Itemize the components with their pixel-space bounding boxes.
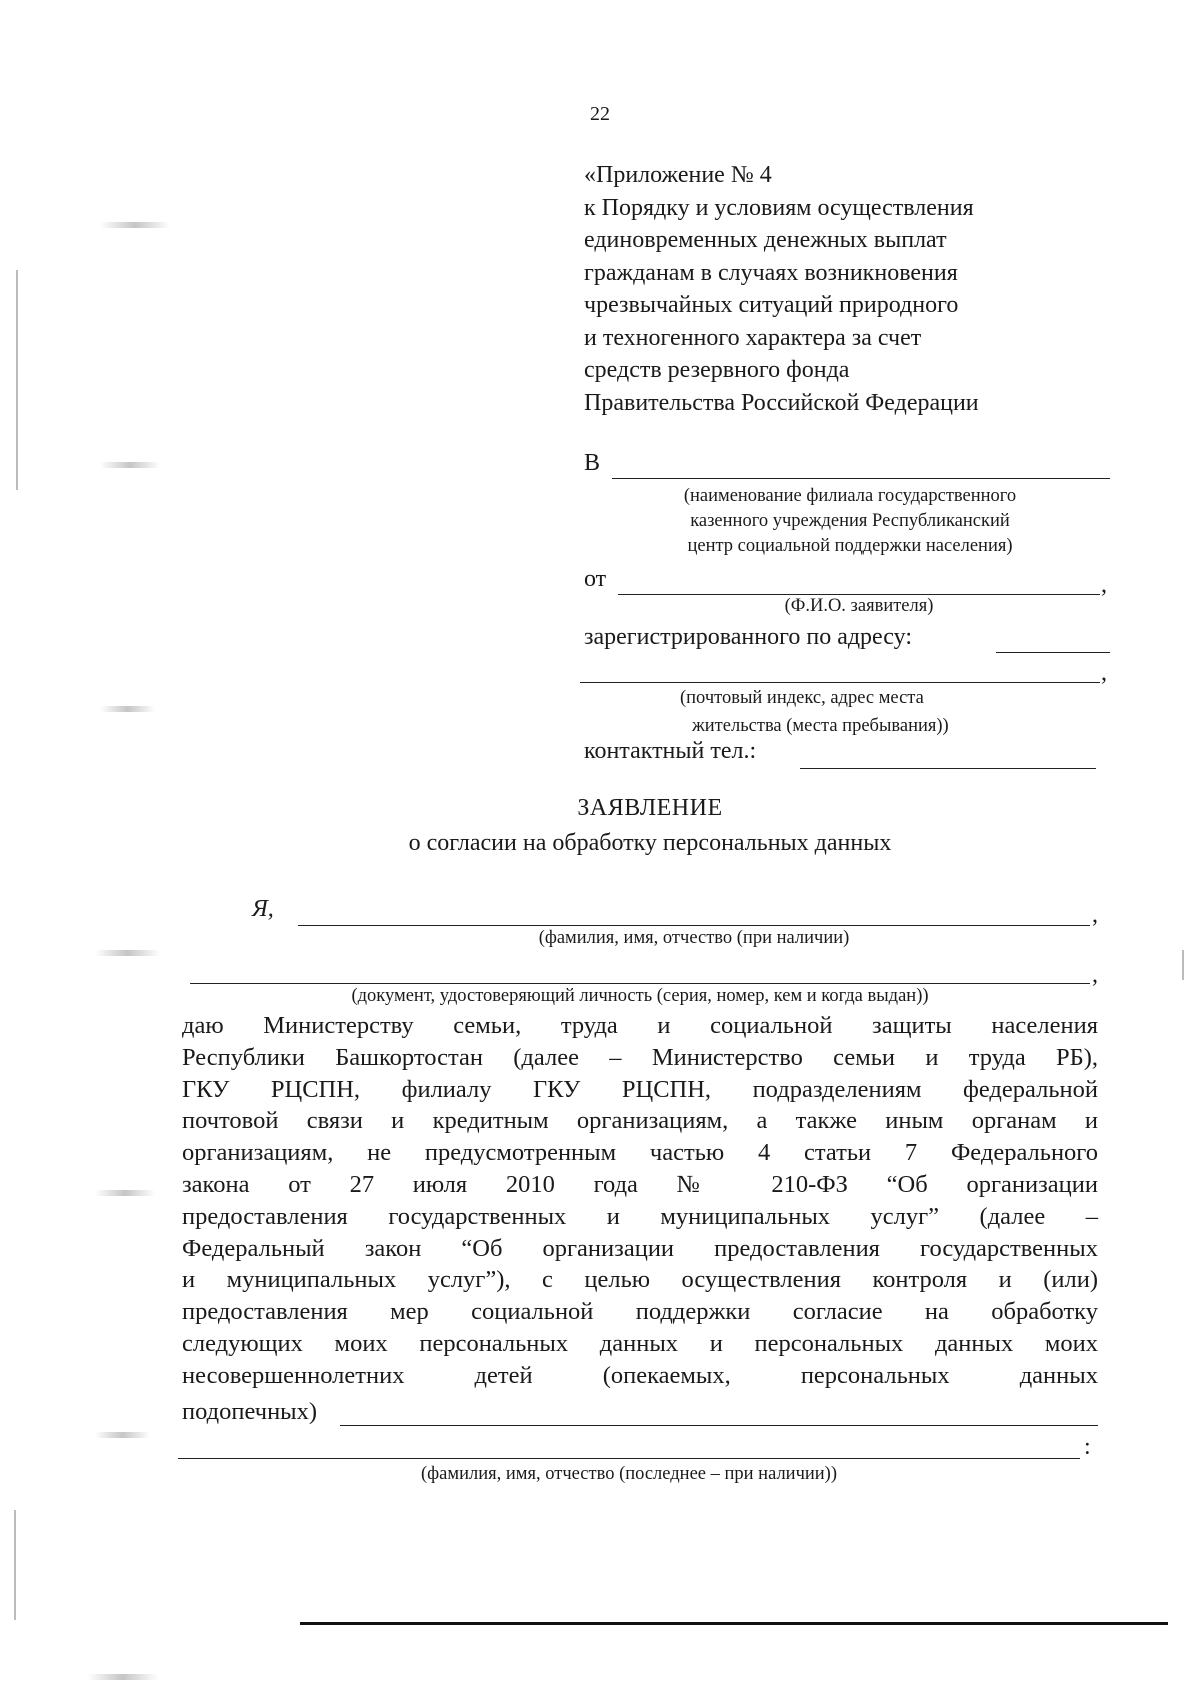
wards-field-line-1[interactable]: [340, 1425, 1098, 1426]
body-line: предоставления государственных и муниципальных услуг” (далее –: [182, 1202, 1098, 1230]
body-line: организациям, не предусмотренным частью 4 статьи 7 Федерального: [182, 1139, 1098, 1167]
body-line: предоставления мер социальной поддержки согласие на обработку: [182, 1298, 1098, 1326]
address-field-line-2[interactable]: [580, 682, 1100, 683]
body-line: следующих моих персональных данных и персональных данных моих: [182, 1329, 1098, 1357]
address-field-line-1[interactable]: [996, 652, 1110, 653]
wards-label: подопечных): [182, 1398, 318, 1425]
statement-title: ЗАЯВЛЕНИЕ: [577, 795, 723, 821]
body-line: почтовой связи и кредитным организациям, а также иным органам и: [182, 1107, 1098, 1135]
from-field-line[interactable]: [618, 594, 1100, 595]
from-caption: (Ф.И.О. заявителя): [784, 596, 934, 616]
phone-label: контактный тел.:: [584, 738, 757, 764]
wards-caption: (фамилия, имя, отчество (последнее – при наличии)): [421, 1464, 837, 1484]
to-caption-line: (наименование филиала государственного: [683, 486, 1017, 506]
address-caption-line: жительства (места пребывания)): [692, 716, 949, 736]
annex-line: гражданам в случаях возникновения: [584, 259, 958, 286]
annex-heading: [584, 159, 979, 419]
scan-artifact: [100, 222, 170, 228]
scan-edge: [14, 1510, 16, 1620]
phone-field-line[interactable]: [800, 768, 1096, 769]
page-number: 22: [590, 103, 610, 125]
to-caption: [590, 484, 1110, 559]
annex-line: Правительства Российской Федерации: [584, 389, 979, 416]
document-comma: ,: [1092, 962, 1098, 988]
wards-colon: :: [1084, 1434, 1091, 1460]
annex-line: чрезвычайных ситуаций природного: [584, 292, 959, 318]
scan-artifact: [88, 1674, 158, 1680]
from-comma: ,: [1101, 572, 1107, 598]
name-comma: ,: [1092, 902, 1098, 928]
wards-field-line-2[interactable]: [178, 1458, 1080, 1459]
consent-body: [182, 1010, 1098, 1392]
address-caption: [680, 684, 1020, 740]
registered-label: зарегистрированного по адресу:: [584, 624, 912, 650]
body-line: и муниципальных услуг”), с целью осуществления контроля и (или): [182, 1266, 1098, 1294]
to-field-line[interactable]: [612, 478, 1110, 479]
annex-line: к Порядку и условиям осуществления: [584, 194, 974, 221]
document-caption: (документ, удостоверяющий личность (серия, номер, кем и когда выдан)): [351, 986, 929, 1006]
i-label: Я,: [252, 896, 274, 922]
body-line: ГКУ РЦСПН, филиалу ГКУ РЦСПН, подразделениям федеральной: [182, 1075, 1098, 1103]
to-caption-line: центр социальной поддержки населения): [687, 536, 1013, 556]
scan-edge: [16, 270, 18, 490]
bottom-rule: [300, 1622, 1168, 1625]
name-field-line[interactable]: [298, 925, 1090, 926]
from-label: от: [584, 566, 607, 592]
scan-edge: [1182, 950, 1184, 980]
to-caption-line: казенного учреждения Республиканский: [690, 511, 1010, 531]
body-line: даю Министерству семьи, труда и социальной защиты населения: [182, 1012, 1098, 1039]
body-line: Республики Башкортостан (далее – Министерство семьи и труда РБ),: [182, 1043, 1098, 1071]
annex-line: средств резервного фонда: [584, 357, 850, 383]
scan-artifact: [100, 706, 155, 712]
statement-subtitle: о согласии на обработку персональных данных: [408, 830, 892, 856]
annex-line: «Приложение № 4: [584, 162, 772, 188]
to-label: В: [584, 450, 601, 476]
address-comma: ,: [1101, 660, 1107, 686]
body-line: несовершеннолетних детей (опекаемых, персональных данных: [182, 1361, 1098, 1389]
scan-artifact: [95, 1190, 155, 1196]
annex-line: единовременных денежных выплат: [584, 227, 947, 253]
body-line: Федеральный закон “Об организации предоставления государственных: [182, 1234, 1098, 1262]
annex-line: и техногенного характера за счет: [584, 324, 922, 351]
address-caption-line: (почтовый индекс, адрес места: [680, 688, 924, 708]
scan-artifact: [100, 462, 160, 468]
document-field-line[interactable]: [190, 983, 1090, 984]
scan-artifact: [95, 1432, 150, 1438]
scan-artifact: [95, 950, 160, 956]
body-line: закона от 27 июля 2010 года № 210-ФЗ “Об организации: [182, 1170, 1098, 1198]
name-caption: (фамилия, имя, отчество (при наличии): [538, 928, 850, 948]
